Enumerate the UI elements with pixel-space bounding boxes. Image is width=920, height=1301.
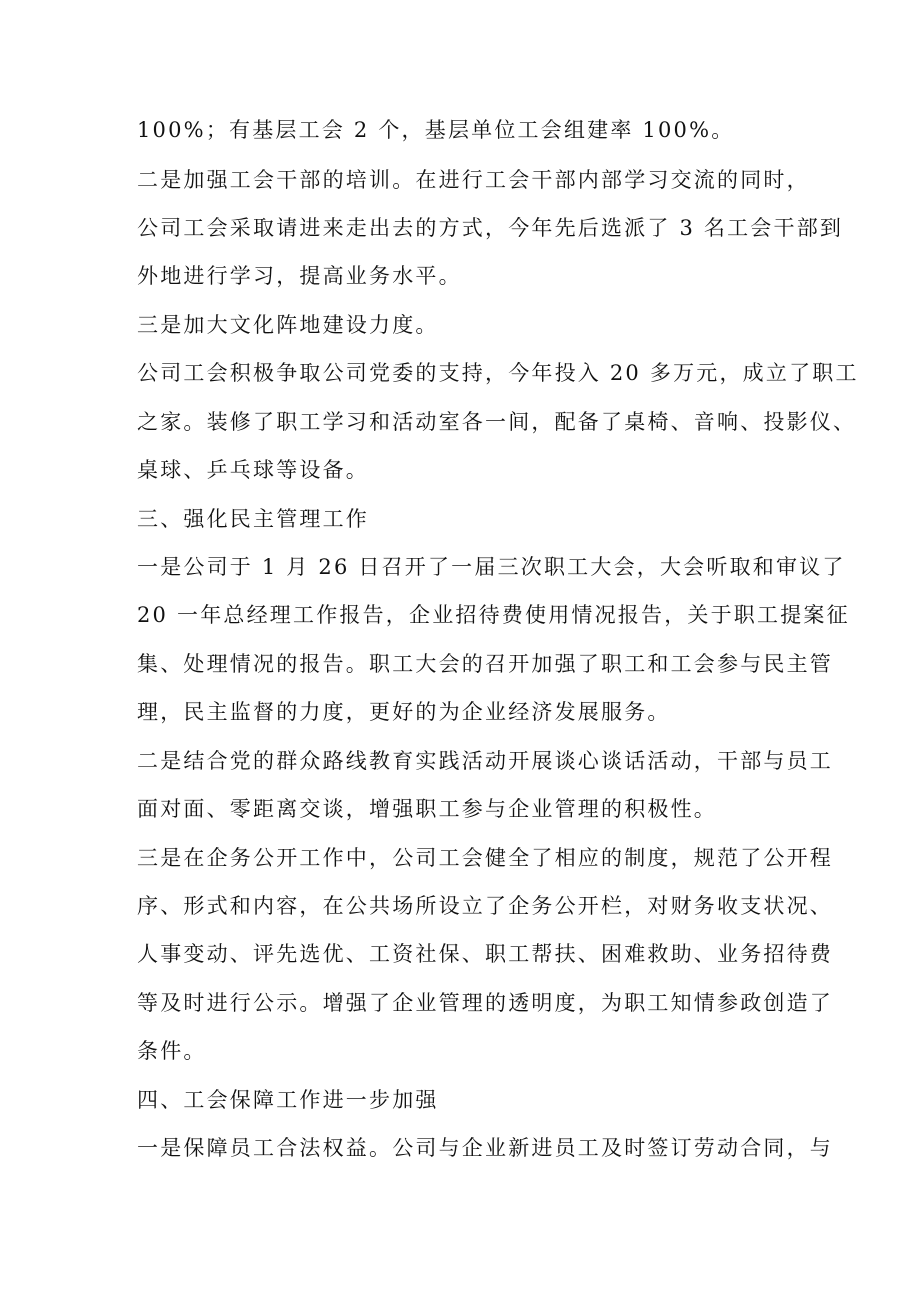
text-line-5: 三是加大文化阵地建设力度。 (137, 313, 439, 337)
text-line-20: 条件。 (137, 1039, 207, 1063)
text-line-11: 20 一年总经理工作报告，企业招待费使用情况报告，关于职工提案征 (137, 603, 850, 627)
text-line-6: 公司工会积极争取公司党委的支持，今年投入 20 多万元，成立了职工 (137, 361, 859, 385)
text-line-22: 一是保障员工合法权益。公司与企业新进员工及时签订劳动合同，与 (137, 1136, 833, 1160)
text-line-4: 外地进行学习，提高业务水平。 (137, 264, 462, 288)
text-line-21: 四、工会保障工作进一步加强 (137, 1088, 439, 1112)
text-line-2: 二是加强工会干部的培训。在进行工会干部内部学习交流的同时， (137, 168, 810, 192)
text-line-3: 公司工会采取请进来走出去的方式，今年先后选派了 3 名工会干部到 (137, 216, 844, 240)
text-line-8: 桌球、乒乓球等设备。 (137, 458, 369, 482)
text-line-18: 人事变动、评先选优、工资社保、职工帮扶、困难救助、业务招待费 (137, 942, 833, 966)
text-line-10: 一是公司于 1 月 26 日召开了一届三次职工大会，大会听取和审议了 (137, 555, 846, 579)
text-line-19: 等及时进行公示。增强了企业管理的透明度，为职工知情参政创造了 (137, 991, 833, 1015)
text-line-15: 面对面、零距离交谈，增强职工参与企业管理的积极性。 (137, 797, 717, 821)
text-line-16: 三是在企务公开工作中，公司工会健全了相应的制度，规范了公开程 (137, 846, 833, 870)
text-line-13: 理，民主监督的力度，更好的为企业经济发展服务。 (137, 700, 671, 724)
text-line-17: 序、形式和内容，在公共场所设立了企务公开栏，对财务收支状况、 (137, 894, 833, 918)
text-line-1: 100%；有基层工会 2 个，基层单位工会组建率 100%。 (137, 118, 735, 142)
text-line-12: 集、处理情况的报告。职工大会的召开加强了职工和工会参与民主管 (137, 652, 833, 676)
text-line-9: 三、强化民主管理工作 (137, 507, 369, 531)
text-line-14: 二是结合党的群众路线教育实践活动开展谈心谈话活动，干部与员工 (137, 749, 833, 773)
text-line-7: 之家。装修了职工学习和活动室各一间，配备了桌椅、音响、投影仪、 (137, 410, 857, 434)
